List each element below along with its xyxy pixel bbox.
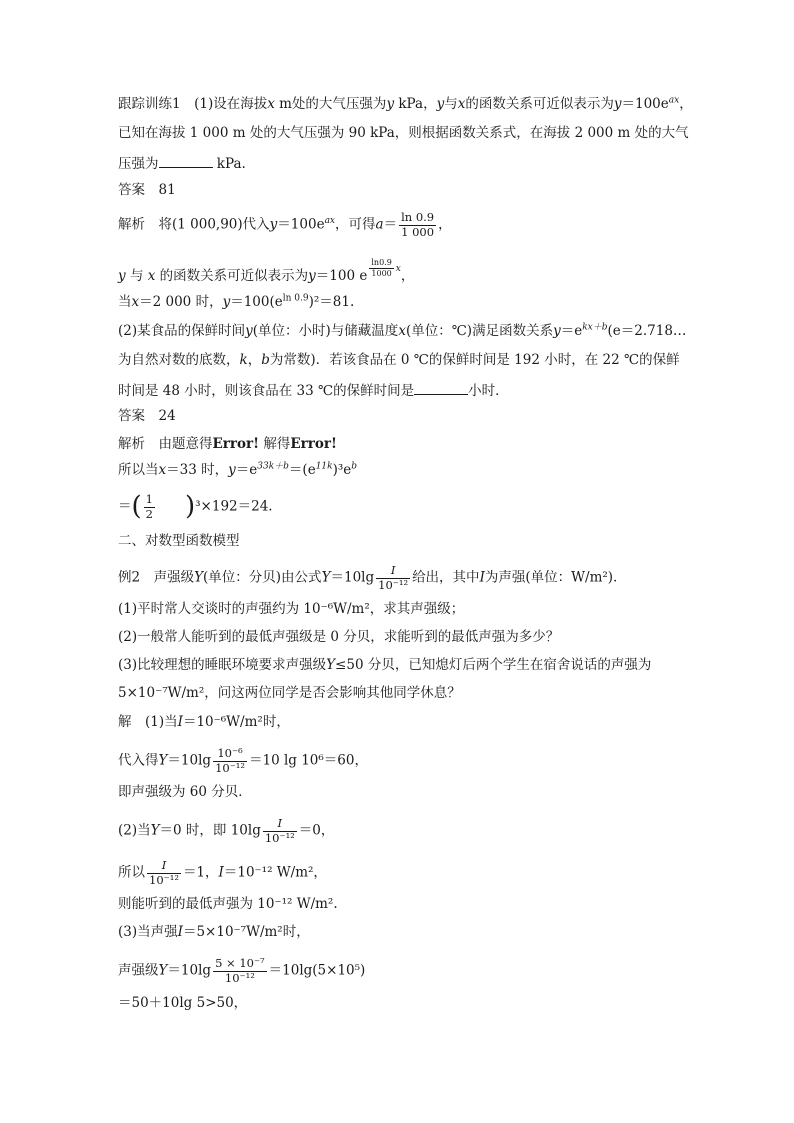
answer-blank — [159, 155, 213, 168]
exponent — [367, 258, 401, 278]
denominator: 1000 — [371, 269, 392, 278]
denominator: 10⁻¹² — [149, 872, 179, 887]
text: ，可得 — [335, 216, 376, 233]
text: ＝2 000 时， — [139, 294, 223, 310]
var: x — [147, 268, 156, 284]
text: ＝100 e — [315, 268, 368, 284]
text: ＝ — [118, 498, 132, 515]
answer-1: 答案 81 — [118, 182, 176, 198]
text: ＝10 lg 10⁶＝60， — [249, 752, 368, 769]
text: )²＝81. — [308, 294, 355, 310]
text: ＝10lg(5×10⁵) — [268, 962, 366, 979]
text: 为自然对数的底数， — [118, 352, 240, 368]
var: x — [457, 96, 466, 112]
numerator: ln 0.9 — [401, 210, 435, 224]
solution-line-5 — [118, 860, 327, 886]
text: (3)比较理想的睡眠环境要求声强级 — [118, 657, 327, 673]
var: I — [218, 864, 224, 881]
var: x — [158, 462, 167, 478]
var: Y — [326, 657, 336, 673]
text: 解 (1)当 — [118, 714, 178, 730]
solution-line-4 — [118, 818, 334, 844]
denominator: 1 000 — [401, 224, 435, 239]
denominator: 10⁻¹² — [264, 830, 295, 845]
text: 为声强(单位：W/m²)． — [484, 569, 627, 586]
error-text: Error! — [212, 436, 260, 452]
text: ＝100(e — [230, 294, 283, 310]
var: y — [553, 323, 561, 339]
text: ， — [438, 216, 452, 233]
text: ＝10⁻⁶W/m²时， — [182, 714, 290, 730]
text: ＝33 时， — [166, 462, 229, 478]
text: ≤50 分贝，已知熄灯后两个学生在宿舍说话的声强为 — [335, 657, 652, 673]
var: y — [245, 323, 253, 339]
text: (e＝2.718… — [607, 323, 687, 339]
analysis-2-line-1 — [118, 438, 337, 452]
var: a — [375, 216, 384, 233]
text: 所以 — [118, 864, 145, 881]
var: y — [228, 462, 236, 478]
fraction — [147, 860, 181, 886]
text: ＝e — [560, 323, 583, 339]
analysis-2-line-3 — [118, 491, 273, 522]
example-2-part-2: (2)一般常人能听到的最低声强级是 0 分贝，求能听到的最低声强为多少？ — [118, 629, 560, 645]
numerator: I — [263, 818, 297, 832]
text: ＝10⁻¹² W/m²， — [223, 864, 327, 881]
exponent: 33k＋b — [257, 461, 289, 472]
text: 解析 将(1 000,90)代入 — [118, 216, 270, 233]
text: ， — [679, 96, 693, 112]
numerator: 1 — [145, 492, 153, 506]
exercise-2-line-3 — [118, 382, 509, 399]
text: 当 — [118, 294, 132, 310]
analysis-1-line-1 — [118, 212, 452, 238]
fraction — [213, 748, 247, 774]
var: Y — [194, 569, 204, 586]
text: 为常数)．若该食品在 0 ℃的保鲜时间是 192 小时，在 22 ℃的保鲜 — [269, 352, 680, 368]
text: ＝ — [383, 216, 398, 233]
var: x — [267, 96, 275, 112]
exercise-2-line-1 — [118, 322, 687, 339]
example-2-part-1: (1)平时常人交谈时的声强约为 10⁻⁶W/m²，求其声强级； — [118, 601, 465, 617]
solution-line-3: 即声强级为 60 分贝． — [118, 784, 252, 800]
text: ＝(e — [288, 462, 316, 478]
text: ＝10lg — [167, 752, 212, 769]
fraction — [144, 494, 155, 520]
fraction — [369, 259, 393, 278]
text: 时间是 48 小时，则该食品在 33 ℃的保鲜时间是 — [118, 383, 415, 399]
var: I — [177, 714, 183, 730]
text: 代入得 — [118, 752, 159, 769]
example-2-line-1 — [118, 565, 627, 591]
text: ＝100e — [277, 216, 325, 233]
text: 跟踪训练1 (1)设在海拔 — [118, 96, 268, 112]
text: ＝100e — [621, 96, 669, 112]
text: kPa， — [394, 96, 437, 112]
text: ＝10lg — [167, 962, 212, 979]
text: ³×192＝24. — [195, 498, 273, 515]
text: ＝10lg — [330, 569, 375, 586]
exercise-1-line-2: 已知在海拔 1 000 m 处的大气压强为 90 kPa，则根据函数关系式，在海拔 2 000 m 处的大气 — [118, 125, 689, 141]
exponent: ln 0.9 — [282, 293, 309, 304]
var: y — [613, 96, 622, 112]
fraction — [263, 818, 297, 844]
section-heading: 二、对数型函数模型 — [118, 533, 240, 549]
numerator: 5 × 10⁻⁷ — [215, 956, 265, 970]
var: b — [261, 352, 270, 368]
fraction — [213, 958, 267, 984]
text: 的函数关系可近似表示为 — [465, 96, 614, 112]
exercise-1-line-3 — [118, 155, 246, 172]
text: (2)某食品的保鲜时间 — [118, 323, 246, 339]
text: 所以当 — [118, 462, 159, 478]
text: 给出，其中 — [412, 569, 480, 586]
var: y — [118, 268, 126, 284]
numerator: ln0.9 — [371, 258, 392, 267]
text: (单位：分贝)由公式 — [203, 569, 322, 586]
var: y — [386, 96, 395, 112]
var: x — [395, 264, 401, 274]
text: 解得 — [259, 436, 291, 452]
analysis-2-line-2 — [118, 461, 358, 478]
denominator: 10⁻¹² — [215, 760, 245, 775]
text: 的函数关系可近似表示为 — [159, 268, 309, 284]
exercise-1-line-1 — [118, 95, 693, 112]
denominator: 10⁻¹² — [224, 970, 255, 985]
var: y — [222, 294, 231, 310]
solution-line-6: 则能听到的最低声强为 10⁻¹² W/m². — [118, 896, 338, 912]
text: 与 — [444, 96, 458, 112]
text: ， — [247, 352, 262, 368]
right-paren: ) — [184, 491, 196, 522]
text: m处的大气压强为 — [274, 96, 387, 112]
exercise-2-line-2 — [118, 354, 680, 368]
var: Y — [158, 752, 168, 769]
text: (单位：小时)与储藏温度 — [252, 323, 399, 339]
fraction — [376, 565, 410, 591]
text: ＝5×10⁻⁷W/m²时， — [182, 924, 310, 940]
denominator: 10⁻¹² — [378, 577, 409, 592]
numerator: I — [147, 860, 181, 874]
exponent: 11k — [315, 461, 333, 472]
solution-line-7 — [118, 926, 310, 940]
text: 例2 声强级 — [118, 569, 195, 586]
text: 压强为 — [118, 156, 159, 172]
text: )³e — [332, 462, 352, 478]
denominator: 2 — [145, 506, 153, 521]
exponent: ax — [324, 216, 336, 226]
error-text: Error! — [290, 436, 337, 452]
var: I — [479, 569, 485, 586]
exponent: b — [351, 461, 358, 472]
var: Y — [150, 822, 160, 839]
answer-blank — [414, 382, 468, 395]
text: ＝0， — [298, 822, 335, 839]
solution-line-9: ＝50＋10lg 5>50， — [118, 995, 248, 1011]
solution-line-2 — [118, 748, 368, 774]
text: ＝0 时，即 10lg — [159, 822, 261, 839]
text: (单位：℃)满足函数关系 — [405, 323, 554, 339]
text: (3)当声强 — [118, 924, 178, 940]
text: kPa. — [212, 156, 246, 172]
var: y — [308, 268, 316, 284]
example-2-part-3-line-2: 5×10⁻⁷W/m²，问这两位同学是否会影响其他同学休息？ — [118, 685, 461, 701]
text: 小时． — [468, 383, 509, 399]
var: y — [436, 96, 445, 112]
left-paren: ( — [131, 491, 142, 522]
example-2-part-3-line-1 — [118, 659, 651, 673]
numerator: 10⁻⁶ — [213, 748, 247, 762]
text: ＝e — [235, 462, 258, 478]
text: 声强级 — [118, 962, 159, 979]
numerator: I — [376, 565, 410, 579]
text: ， — [400, 268, 415, 284]
exponent: kx＋b — [582, 322, 608, 333]
var: Y — [158, 962, 168, 979]
analysis-1-line-2 — [118, 258, 415, 287]
analysis-1-line-3 — [118, 293, 355, 310]
var: y — [269, 216, 278, 233]
answer-2: 答案 24 — [118, 408, 176, 424]
text: ＝1， — [182, 864, 219, 881]
var: Y — [321, 569, 331, 586]
var: x — [398, 323, 406, 339]
solution-line-1 — [118, 716, 290, 730]
text: (2)当 — [118, 822, 151, 839]
var: I — [177, 924, 183, 940]
solution-line-8 — [118, 958, 365, 984]
text: 解析 由题意得 — [118, 436, 213, 452]
fraction — [399, 212, 436, 238]
text: 与 — [129, 268, 144, 284]
var: k — [239, 352, 248, 368]
var: x — [131, 294, 140, 310]
exponent: ax — [668, 95, 680, 106]
